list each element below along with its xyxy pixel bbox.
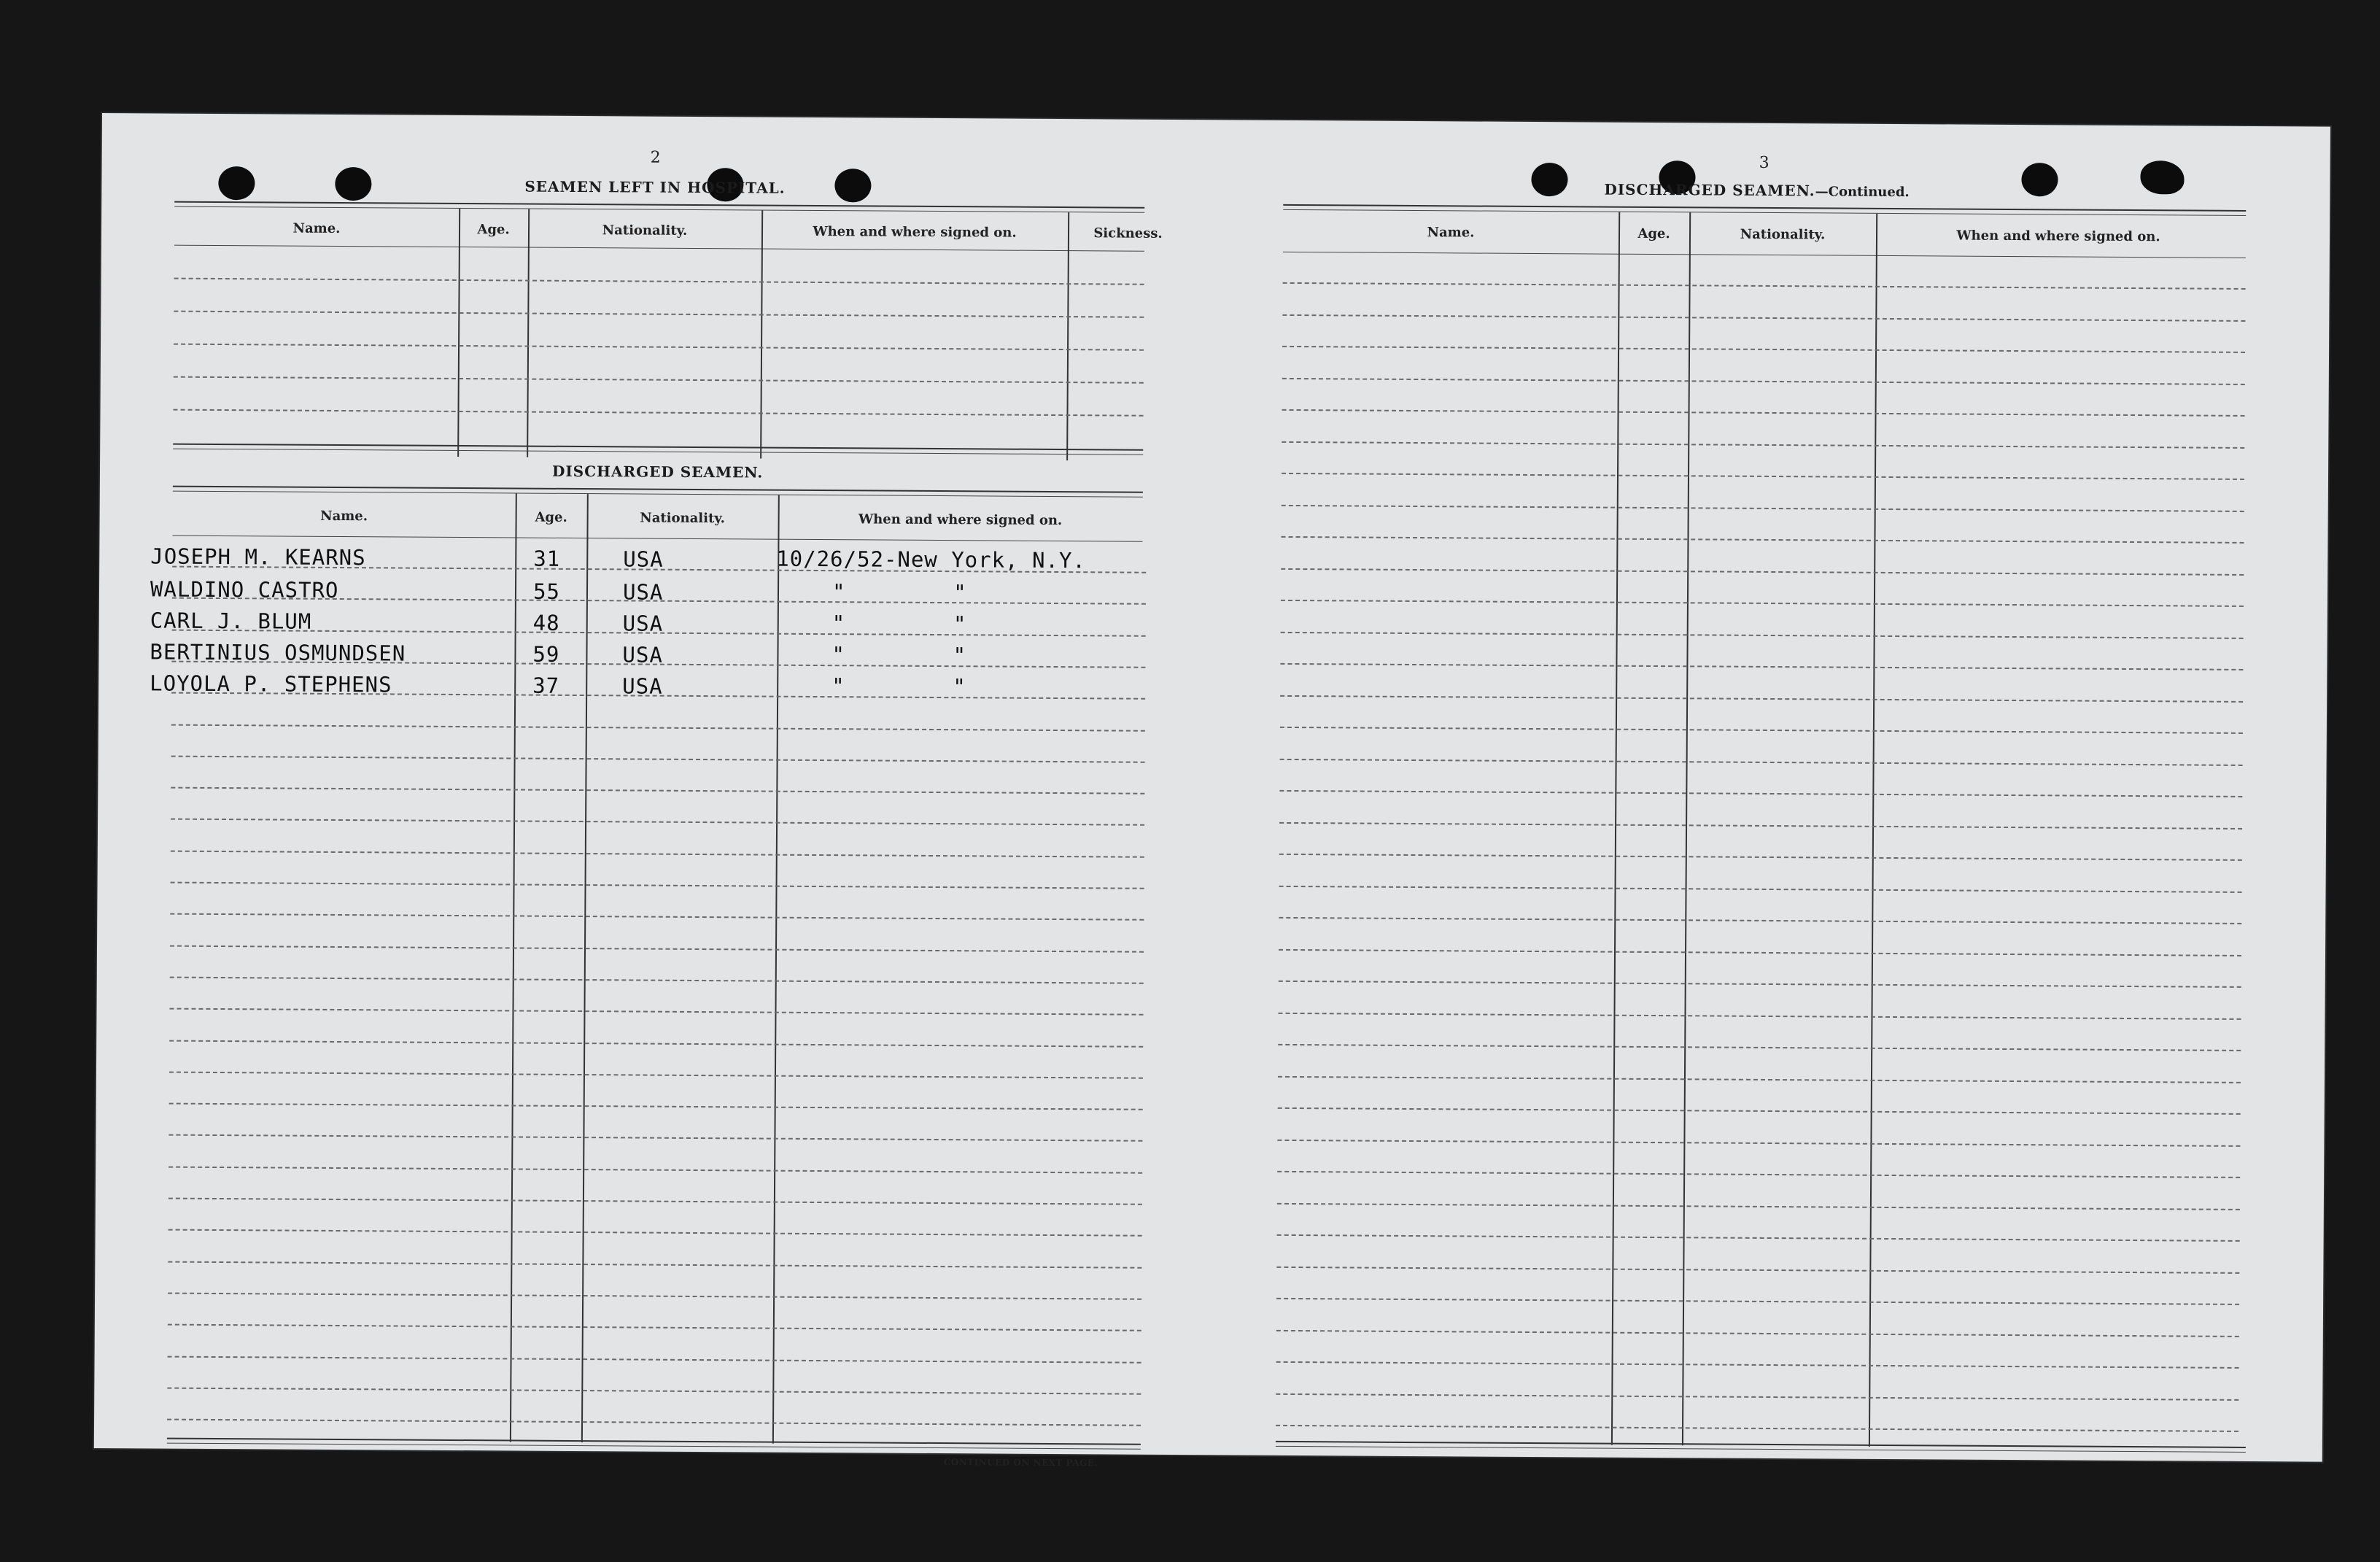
column-divider	[760, 211, 763, 459]
row-line	[1281, 568, 2244, 575]
row-line	[1278, 1044, 2241, 1051]
right-col-signed-on: When and where signed on.	[1956, 228, 2160, 245]
right-col-nationality: Nationality.	[1740, 226, 1826, 243]
row-line	[1279, 948, 2241, 956]
hospital-col-signed-on: When and where signed on.	[813, 223, 1017, 241]
row-line	[168, 1134, 1142, 1142]
row-line	[169, 1103, 1143, 1110]
hospital-section-title: SEAMEN LEFT IN HOSPITAL.	[524, 177, 786, 197]
column-divider	[581, 494, 589, 1442]
seaman-age: 37	[532, 673, 560, 698]
row-line	[1276, 1425, 2238, 1432]
row-line	[171, 882, 1144, 889]
column-divider	[527, 209, 530, 457]
row-line	[1278, 1107, 2241, 1115]
seaman-name: BERTINIUS OSMUNDSEN	[150, 639, 406, 666]
row-line	[1280, 695, 2243, 702]
page-number-right: 3	[1759, 153, 1770, 172]
row-line	[168, 1261, 1141, 1268]
column-divider	[1066, 212, 1069, 460]
column-divider	[1869, 214, 1877, 1447]
row-line	[1279, 917, 2241, 924]
row-line	[1276, 1266, 2239, 1273]
seaman-name: CARL J. BLUM	[150, 608, 312, 634]
seaman-age: 55	[532, 579, 561, 604]
row-line	[171, 787, 1144, 794]
row-line	[167, 1387, 1141, 1394]
right-col-age: Age.	[1637, 225, 1670, 242]
seaman-nationality: USA	[622, 673, 663, 699]
column-divider	[1682, 212, 1691, 1445]
right-col-name: Name.	[1427, 225, 1475, 241]
row-line	[1283, 282, 2246, 290]
row-line	[174, 344, 1144, 351]
row-line	[1282, 473, 2244, 480]
table-rule	[172, 536, 1142, 542]
row-line	[1281, 536, 2244, 544]
row-line	[168, 1166, 1142, 1173]
row-line	[1279, 854, 2242, 861]
row-line	[1278, 1075, 2241, 1083]
row-line	[168, 1292, 1141, 1299]
row-line	[1282, 441, 2244, 448]
row-line	[1280, 727, 2243, 734]
row-line	[1279, 790, 2242, 797]
column-divider	[772, 495, 780, 1444]
seaman-name: LOYOLA P. STEPHENS	[150, 670, 392, 697]
table-rule	[1283, 252, 2246, 258]
seaman-nationality: USA	[622, 642, 663, 668]
row-line	[169, 1008, 1143, 1016]
seaman-age: 48	[532, 610, 560, 635]
row-line	[1279, 981, 2241, 988]
row-line	[1280, 663, 2243, 670]
row-line	[168, 1229, 1142, 1237]
column-divider	[510, 493, 517, 1442]
row-line	[170, 913, 1144, 921]
seaman-name: WALDINO CASTRO	[150, 576, 339, 603]
row-line	[1277, 1171, 2240, 1178]
row-line	[1282, 346, 2245, 353]
row-line	[1276, 1298, 2239, 1305]
row-line	[169, 1040, 1143, 1047]
row-line	[1281, 600, 2244, 607]
row-line	[1277, 1202, 2240, 1210]
row-line	[170, 976, 1144, 983]
row-line	[174, 376, 1144, 384]
row-line	[1282, 409, 2245, 417]
seaman-nationality: USA	[622, 579, 664, 605]
continued-note: CONTINUED ON NEXT PAGE.	[943, 1457, 1098, 1469]
seaman-age: 59	[532, 641, 560, 667]
punch-hole	[335, 167, 371, 201]
hospital-col-age: Age.	[477, 222, 510, 238]
seaman-signed-on: " "	[832, 579, 967, 606]
row-line	[1276, 1361, 2239, 1369]
punch-hole	[1531, 163, 1567, 196]
discharged-col-signed-on: When and where signed on.	[858, 511, 1063, 529]
seaman-age: 31	[533, 546, 561, 571]
seaman-signed-on: 10/26/52-New York, N.Y.	[776, 546, 1086, 573]
row-line	[169, 1071, 1143, 1078]
row-line	[1282, 377, 2245, 384]
row-line	[174, 409, 1144, 417]
seaman-nationality: USA	[622, 611, 664, 636]
row-line	[1279, 821, 2242, 829]
discharged-col-name: Name.	[320, 508, 368, 525]
row-line	[1280, 758, 2243, 765]
hospital-col-nationality: Nationality.	[602, 223, 688, 239]
row-line	[1276, 1393, 2238, 1400]
right-title-text: DISCHARGED SEAMEN.	[1604, 180, 1815, 200]
row-line	[1277, 1139, 2240, 1146]
row-line	[171, 724, 1145, 731]
punch-hole	[2140, 161, 2184, 194]
table-rule	[174, 245, 1144, 252]
document-sheet	[94, 113, 2330, 1469]
right-title-suffix: —Continued.	[1815, 184, 1910, 201]
row-line	[174, 278, 1144, 285]
punch-hole	[2021, 163, 2058, 196]
row-line	[1282, 504, 2244, 511]
seaman-signed-on: " "	[832, 642, 967, 668]
row-line	[171, 819, 1144, 826]
hospital-col-name: Name.	[292, 220, 341, 236]
discharged-col-age: Age.	[535, 509, 567, 525]
row-line	[1278, 1012, 2241, 1019]
discharged-col-nationality: Nationality.	[640, 510, 726, 527]
row-line	[168, 1356, 1141, 1363]
row-line	[1281, 631, 2244, 638]
seaman-signed-on: " "	[832, 611, 967, 637]
row-line	[167, 1419, 1141, 1426]
right-section-title	[1604, 181, 1909, 201]
row-line	[1276, 1329, 2239, 1337]
page-number-left: 2	[650, 148, 661, 167]
column-divider	[1611, 212, 1620, 1445]
hospital-col-sickness: Sickness.	[1093, 225, 1163, 241]
row-line	[1277, 1234, 2240, 1242]
discharged-section-title: DISCHARGED SEAMEN.	[551, 462, 764, 482]
row-line	[1282, 314, 2245, 321]
row-line	[170, 945, 1144, 952]
seaman-signed-on: " "	[832, 673, 966, 700]
seaman-name: JOSEPH M. KEARNS	[150, 544, 366, 571]
row-line	[1279, 885, 2242, 892]
row-line	[171, 850, 1144, 857]
punch-hole	[218, 166, 255, 200]
row-line	[168, 1324, 1141, 1331]
seaman-nationality: USA	[623, 546, 664, 572]
row-line	[171, 755, 1145, 762]
row-line	[168, 1198, 1142, 1205]
punch-hole	[834, 169, 871, 202]
row-line	[174, 311, 1144, 318]
